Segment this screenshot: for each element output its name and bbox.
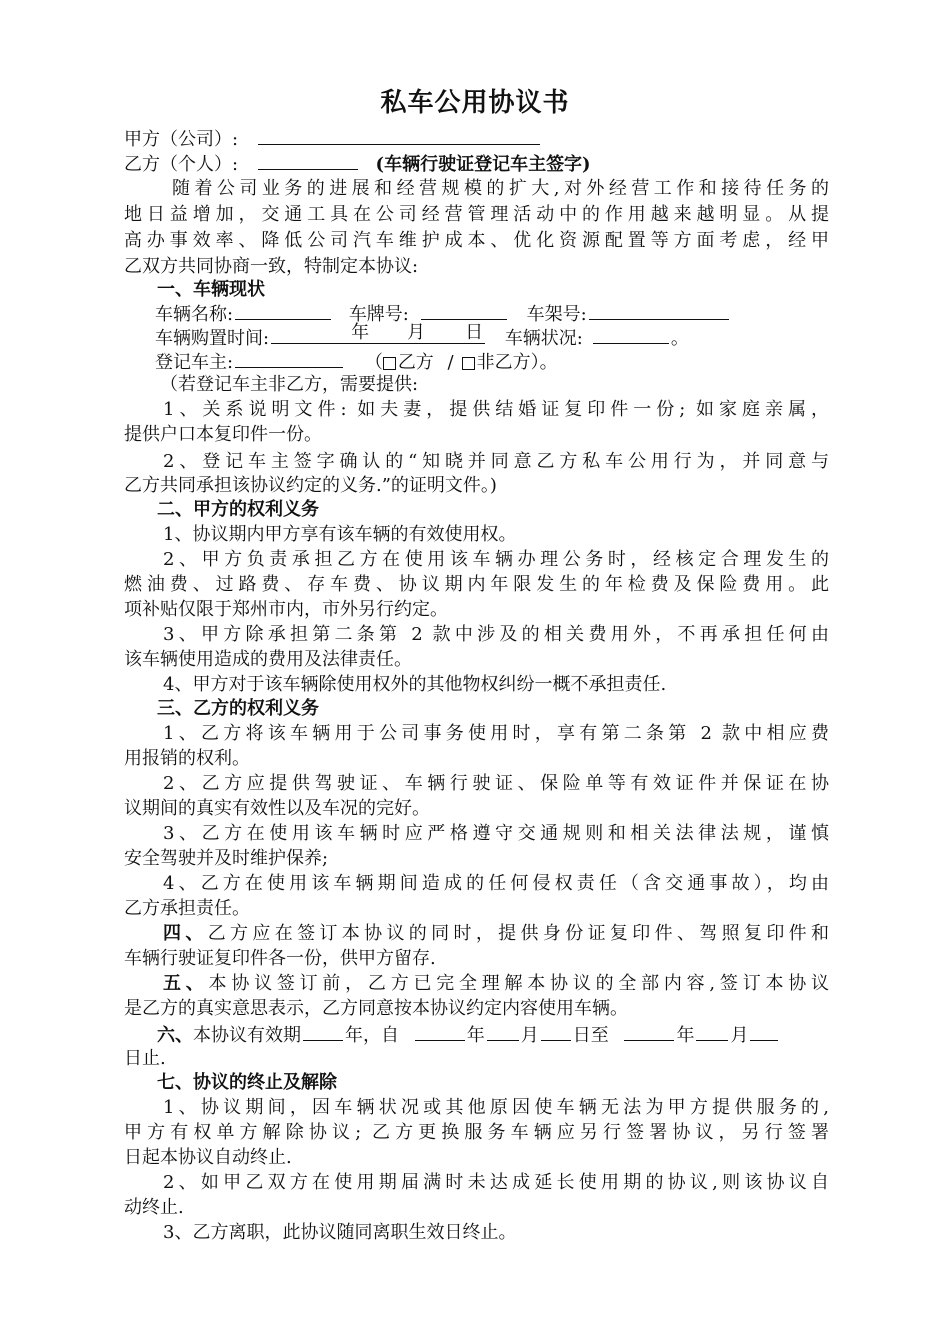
- term-years-label: 年，自: [345, 1025, 399, 1046]
- party-a-label: 甲方（公司）:: [124, 129, 239, 150]
- section-4-line1: [163, 922, 829, 946]
- s7-item1-line3: 日起本协议自动终止.: [124, 1147, 292, 1168]
- s2-item1: 1、协议期内甲方享有该车辆的有效使用权。: [163, 524, 517, 545]
- section-5-text-a: 本协议签订前，乙方已完全理解本协议的全部内容,签订本协议: [208, 973, 829, 994]
- status-period: 。: [670, 328, 689, 349]
- vehicle-name-blank[interactable]: [235, 301, 331, 320]
- party-a-line: [124, 126, 829, 150]
- s3-item2-line1: 2、乙方应提供驾驶证、车辆行驶证、保险单等有效证件并保证在协: [163, 773, 829, 794]
- start-month-blank[interactable]: [487, 1022, 519, 1041]
- owner-choice-not-partyb: 非乙方: [476, 352, 531, 373]
- s3-item2-line2: 议期间的真实有效性以及车况的完好。: [124, 798, 430, 819]
- plate-blank[interactable]: [421, 301, 507, 320]
- owner-choice-partyb: 乙方: [397, 352, 434, 373]
- section-5-label: 五、: [163, 973, 209, 994]
- vehicle-info-row-1: [155, 301, 860, 325]
- start-month-label: 月: [520, 1025, 539, 1046]
- party-b-label: 乙方（个人）:: [124, 154, 239, 175]
- section-6-label: 六、: [157, 1025, 193, 1046]
- document-title: 私车公用协议书: [380, 88, 570, 118]
- checkbox-not-partyb[interactable]: [462, 357, 475, 370]
- s3-item4-line2: 乙方承担责任。: [124, 898, 250, 919]
- section-3-heading: 三、乙方的权利义务: [157, 698, 319, 719]
- s2-item2-line1: 2、甲方负责承担乙方在使用该车辆办理公务时，经核定合理发生的: [163, 549, 829, 570]
- registered-owner-blank[interactable]: [235, 349, 343, 368]
- intro-line-3: 高办事效率、降低公司汽车维护成本、优化资源配置等方面考虑，经甲: [124, 230, 829, 251]
- term-years-blank[interactable]: [303, 1022, 343, 1041]
- end-month-label: 月: [730, 1025, 749, 1046]
- s3-item1-line2: 用报销的权利。: [124, 748, 250, 769]
- s1-item2-line1: 2、登记车主签字确认的“知晓并同意乙方私车公用行为，并同意与: [163, 451, 829, 472]
- s7-item1-line2: 甲方有权单方解除协议; 乙方更换服务车辆应另行签署协议，另行签署: [124, 1122, 829, 1143]
- s7-item1-line1: 1、协议期间，因车辆状况或其他原因使车辆无法为甲方提供服务的,: [163, 1097, 829, 1118]
- vehicle-info-row-2: [155, 322, 860, 349]
- section-6-line2: 日止.: [124, 1048, 166, 1069]
- start-day-to-label: 日至: [572, 1025, 609, 1046]
- start-day-blank[interactable]: [541, 1022, 571, 1041]
- s1-item1-line1: 1、关系说明文件: 如夫妻，提供结婚证复印件一份; 如家庭亲属，: [163, 399, 829, 420]
- party-a-blank[interactable]: [258, 126, 540, 145]
- intro-line-1: 随着公司业务的进展和经营规模的扩大,对外经营工作和接待任务的: [172, 178, 829, 199]
- registered-owner-label: 登记车主:: [155, 352, 234, 373]
- owner-choice-close: ）。: [530, 352, 558, 373]
- s2-item4: 4、甲方对于该车辆除使用权外的其他物权纠纷一概不承担责任.: [163, 674, 667, 695]
- section-1-heading: 一、车辆现状: [157, 279, 265, 300]
- s2-item2-line2: 燃油费、过路费、存车费、协议期内年限发生的年检费及保险费用。此: [124, 574, 829, 595]
- owner-choice-separator: /: [447, 352, 454, 373]
- s3-item3-line2: 安全驾驶并及时维护保养;: [124, 848, 329, 869]
- end-year-label: 年: [676, 1025, 695, 1046]
- s1-item1-line2: 提供户口本复印件一份。: [124, 424, 322, 445]
- plate-label: 车牌号:: [348, 304, 409, 325]
- end-year-blank[interactable]: [624, 1022, 674, 1041]
- vehicle-status-blank[interactable]: [593, 325, 669, 344]
- frame-blank[interactable]: [589, 301, 729, 320]
- start-year-blank[interactable]: [415, 1022, 465, 1041]
- purchase-month-label: 月: [407, 322, 426, 343]
- vehicle-status-label: 车辆状况:: [504, 328, 583, 349]
- checkbox-partyb[interactable]: [383, 357, 396, 370]
- party-b-line: [124, 151, 829, 175]
- vehicle-name-label: 车辆名称:: [155, 304, 234, 325]
- section-4-label: 四、: [163, 923, 208, 944]
- s2-item3-line1: 3、甲方除承担第二条第 2 款中涉及的相关费用外，不再承担任何由: [163, 624, 829, 645]
- end-day-blank[interactable]: [750, 1022, 778, 1041]
- start-year-label: 年: [466, 1025, 485, 1046]
- s7-item3: 3、乙方离职，此协议随同离职生效日终止。: [163, 1222, 517, 1243]
- frame-label: 车架号:: [526, 304, 587, 325]
- s1-item2-line2: 乙方共同承担该协议约定的义务.”的证明文件。): [124, 475, 497, 496]
- purchase-time-label: 车辆购置时间:: [155, 328, 270, 349]
- intro-line-2: 地日益增加，交通工具在公司经营管理活动中的作用越来越明显。从提: [124, 204, 829, 225]
- section-4-text-a: 乙方应在签订本协议的同时，提供身份证复印件、驾照复印件和: [207, 923, 830, 944]
- purchase-day-label: 日: [465, 322, 484, 343]
- s3-item1-line1: 1、乙方将该车辆用于公司事务使用时，享有第二条第 2 款中相应费: [163, 723, 829, 744]
- section-2-heading: 二、甲方的权利义务: [157, 499, 319, 520]
- section-7-heading: 七、协议的终止及解除: [157, 1072, 337, 1093]
- section-6-line1: [157, 1022, 862, 1046]
- purchase-date-blank[interactable]: [271, 322, 485, 344]
- s7-item2-line1: 2、如甲乙双方在使用期届满时未达成延长使用期的协议,则该协议自: [163, 1172, 829, 1193]
- s2-item2-line3: 项补贴仅限于郑州市内，市外另行约定。: [124, 599, 448, 620]
- purchase-year-label: 年: [351, 322, 370, 343]
- intro-line-4: 乙双方共同协商一致，特制定本协议:: [124, 256, 419, 277]
- section-5-line1: [163, 972, 829, 996]
- party-b-blank[interactable]: [258, 151, 358, 170]
- party-b-note: (车辆行驶证登记车主签字): [375, 154, 591, 175]
- end-month-blank[interactable]: [696, 1022, 728, 1041]
- owner-choice-open: （: [364, 352, 383, 373]
- s3-item4-line1: 4、乙方在使用该车辆期间造成的任何侵权责任（含交通事故），均由: [163, 873, 829, 894]
- s2-item3-line2: 该车辆使用造成的费用及法律责任。: [124, 649, 412, 670]
- owner-row: [155, 349, 860, 373]
- owner-note-open: （若登记车主非乙方，需要提供:: [160, 374, 419, 395]
- section-5-line2: 是乙方的真实意思表示，乙方同意按本协议约定内容使用车辆。: [124, 998, 628, 1019]
- s3-item3-line1: 3、乙方在使用该车辆时应严格遵守交通规则和相关法律法规，谨慎: [163, 823, 829, 844]
- section-6-text: 本协议有效期: [193, 1025, 301, 1046]
- section-4-line2: 车辆行驶证复印件各一份，供甲方留存.: [124, 948, 436, 969]
- s7-item2-line2: 动终止.: [124, 1197, 184, 1218]
